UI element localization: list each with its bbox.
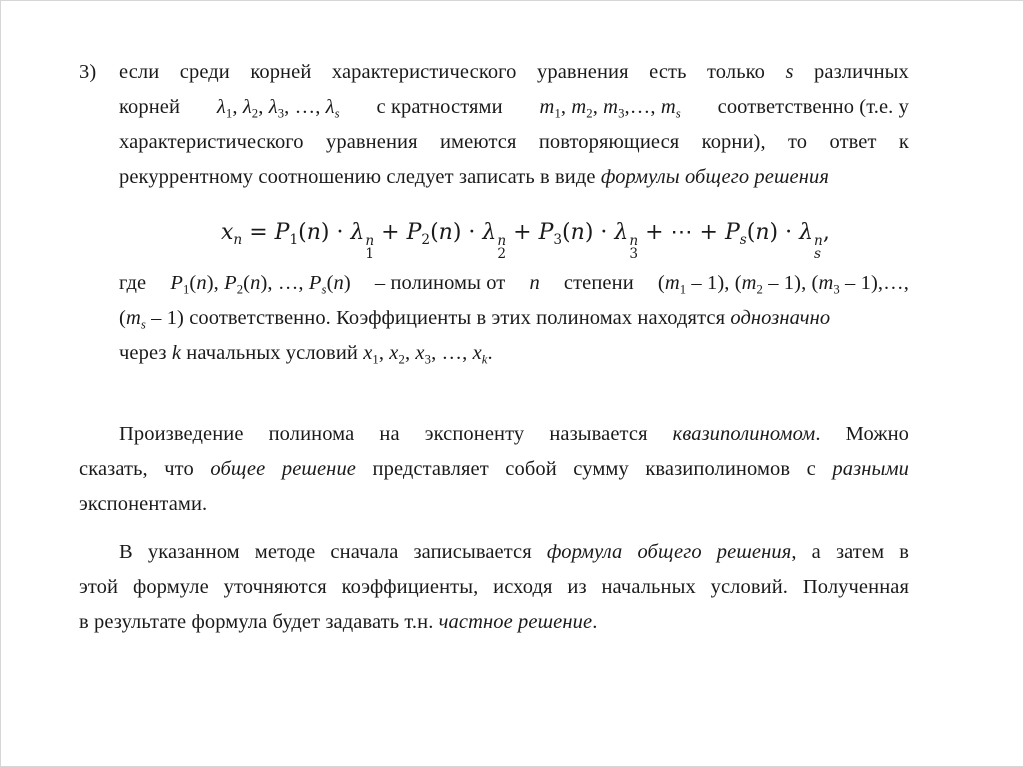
roots-list: $\lambda_1$, $\lambda_2$, $\lambda_3$, …, $\lambda_s$ <box>216 96 340 121</box>
word: то <box>788 131 808 153</box>
item3-line-2 <box>119 94 909 120</box>
math-var: s <box>785 61 794 83</box>
word: корней <box>250 61 312 83</box>
word: если <box>119 61 160 83</box>
general-solution-formula: $x_n = P_1(n) \cdot \lambda$ n 1 + $P_2(n) \cdot \lambda$ n 2 + $P_3(n) \cdot \lambda$ n 3 + ⋯ + $P_s(n) \cdot \lambda$ n s , <box>221 220 830 263</box>
item3-line-4: рекуррентному соотношению следует записать в виде формулы общего решения <box>119 166 829 188</box>
para2-line-3: в результате формула будет задавать т.н. частное решение. <box>79 611 598 633</box>
word: характеристического <box>119 131 304 153</box>
text: степени <box>563 272 634 294</box>
item-number: 3) <box>79 61 97 83</box>
multiplicities-list: $m_1$, $m_2$, $m_3,\dots$, $m_s$ <box>539 96 681 121</box>
general-solution-term: формулы общего решения <box>600 166 829 188</box>
para2-line-2: этой формуле уточняются коэффициенты, исходя из начальных условий. Полученная <box>79 576 909 598</box>
word: уравнения <box>537 61 629 83</box>
after-line-3: через k начальных условий $x_1$, $x_2$, $x_3$, …, $x_k$. <box>119 342 493 367</box>
text: соответственно (т.е. у <box>717 96 909 118</box>
word: различных <box>814 61 909 83</box>
para1-line-3: экспонентами. <box>79 493 208 515</box>
text: корней <box>119 96 181 118</box>
text: – полиномы от <box>374 272 506 294</box>
word: среди <box>179 61 230 83</box>
word: повторяющиеся <box>538 131 680 153</box>
degrees-list: $(m_1 - 1)$, $(m_2 - 1)$, ($m_3$ – 1),…, <box>657 272 909 297</box>
word: корни), <box>701 131 766 153</box>
word: ответ <box>829 131 877 153</box>
word: характеристического <box>331 61 517 83</box>
word: к <box>898 131 909 153</box>
text: с кратностями <box>376 96 503 118</box>
word: только <box>707 61 766 83</box>
polynomials-list: $P_1(n)$, $P_2(n)$, …, $P_s(n)$ <box>170 272 351 297</box>
item3-line-3 <box>119 129 909 155</box>
para1-line-1: Произведение полинома на экспоненту называется квазиполиномом. Можно <box>119 423 910 445</box>
after-line-1 <box>119 270 909 296</box>
after-line-2: $(m_s - 1)$ соответственно. Коэффициенты в этих полиномах находятся однозначно <box>119 307 831 332</box>
word: уравнения <box>326 131 418 153</box>
word: имеются <box>439 131 517 153</box>
para2-line-1: В указанном методе сначала записывается формула общего решения, а затем в <box>119 541 910 563</box>
text: где <box>119 272 147 294</box>
word: есть <box>649 61 687 83</box>
para1-line-2: сказать, что общее решение представляет собой сумму квазиполиномов с разными <box>79 458 910 480</box>
item3-line-1 <box>119 59 909 85</box>
math-var: n <box>529 272 540 294</box>
